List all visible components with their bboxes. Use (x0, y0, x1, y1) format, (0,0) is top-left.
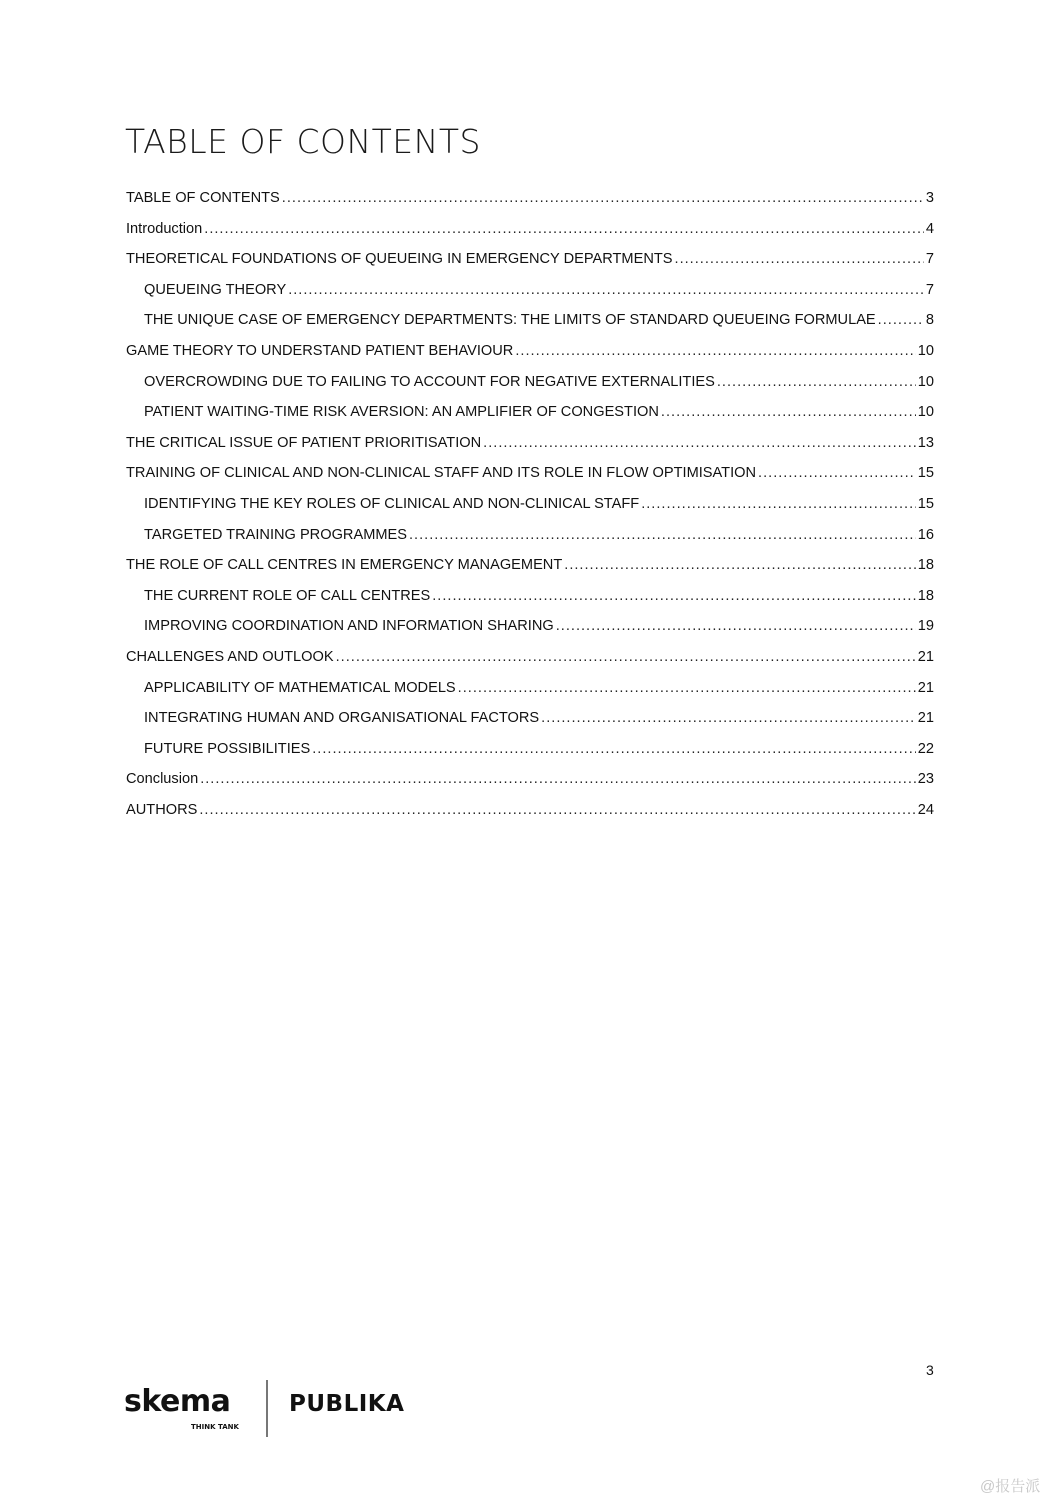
toc-entry-label: FUTURE POSSIBILITIES (144, 740, 311, 757)
toc-entry-label: TRAINING OF CLINICAL AND NON-CLINICAL STAFF AND ITS ROLE IN FLOW OPTIMISATION (126, 465, 757, 482)
toc-entry-page: 18 (917, 557, 934, 574)
toc-entry-page: 3 (925, 190, 934, 206)
toc-entry-page: 19 (917, 618, 934, 635)
toc-entry[interactable] (126, 492, 934, 523)
toc-entry-label: Conclusion (126, 771, 199, 788)
toc-entry-label: OVERCROWDING DUE TO FAILING TO ACCOUNT FOR NEGATIVE EXTERNALITIES (144, 373, 715, 390)
toc-entry-label: THE UNIQUE CASE OF EMERGENCY DEPARTMENTS: THE LIMITS OF STANDARD QUEUEING FORMULAE (144, 312, 876, 329)
toc-leader-dots (515, 339, 915, 363)
toc-entry-page: 8 (925, 312, 934, 329)
toc-entry[interactable] (126, 431, 934, 462)
toc-leader-dots (282, 186, 924, 210)
toc-entry[interactable] (126, 798, 934, 829)
toc-leader-dots (336, 645, 916, 669)
toc-leader-dots (556, 614, 916, 638)
toc-entry-page: 7 (925, 281, 934, 298)
toc-entry[interactable] (126, 186, 934, 217)
toc-entry-page: 4 (925, 220, 934, 237)
toc-entry-page: 18 (917, 587, 934, 604)
toc-leader-dots (312, 737, 916, 761)
toc-leader-dots (204, 217, 924, 241)
logo-divider (266, 1380, 268, 1437)
toc-entry-page: 21 (917, 648, 934, 665)
toc-entry[interactable] (126, 370, 934, 401)
toc-entry-label: THE CRITICAL ISSUE OF PATIENT PRIORITISATION (126, 434, 482, 451)
toc-leader-dots (541, 706, 916, 730)
toc-leader-dots (717, 370, 916, 394)
toc-entry[interactable] (126, 400, 934, 431)
footer-logos (124, 1378, 414, 1440)
toc-entry-label: AUTHORS (126, 801, 198, 818)
toc-entry[interactable] (126, 584, 934, 615)
toc-entry-label: IMPROVING COORDINATION AND INFORMATION SHARING (144, 618, 554, 635)
skema-logo: skema (124, 1384, 231, 1419)
publika-logo: PUBLIKA (289, 1391, 405, 1417)
toc-leader-dots (641, 492, 916, 516)
toc-entry-page: 23 (917, 771, 934, 788)
toc-leader-dots (199, 798, 915, 822)
toc-entry-label: IDENTIFYING THE KEY ROLES OF CLINICAL AND NON-CLINICAL STAFF (144, 495, 640, 512)
toc-entry[interactable] (126, 553, 934, 584)
toc-entry-label: PATIENT WAITING-TIME RISK AVERSION: AN AMPLIFIER OF CONGESTION (144, 404, 659, 421)
toc-entry-page: 10 (917, 373, 934, 390)
toc-leader-dots (483, 431, 916, 455)
toc-entry-label: CHALLENGES AND OUTLOOK (126, 648, 334, 665)
toc-entry-label: QUEUEING THEORY (144, 281, 287, 298)
toc-entry-page: 24 (917, 801, 934, 818)
page-number: 3 (926, 1362, 934, 1378)
toc-entry[interactable] (126, 676, 934, 707)
toc-leader-dots (564, 553, 916, 577)
toc-entry-page: 16 (917, 526, 934, 543)
toc-leader-dots (409, 523, 916, 547)
toc-entry[interactable] (126, 737, 934, 768)
toc-entry-label: INTEGRATING HUMAN AND ORGANISATIONAL FACTORS (144, 710, 540, 727)
toc-entry-label: TABLE OF CONTENTS (126, 190, 280, 206)
toc-entry[interactable] (126, 614, 934, 645)
toc-leader-dots (288, 278, 924, 302)
toc-leader-dots (458, 676, 916, 700)
toc-entry-page: 22 (917, 740, 934, 757)
toc-entry-page: 13 (917, 434, 934, 451)
watermark: @报告派 (980, 1478, 1041, 1495)
toc-leader-dots (675, 247, 924, 271)
toc-entry-page: 7 (925, 251, 934, 268)
toc-entry[interactable] (126, 645, 934, 676)
toc-entry-label: THE ROLE OF CALL CENTRES IN EMERGENCY MANAGEMENT (126, 557, 563, 574)
toc-entry-page: 15 (917, 495, 934, 512)
toc-entry-label: GAME THEORY TO UNDERSTAND PATIENT BEHAVIOUR (126, 342, 514, 359)
page-title: TABLE OF CONTENTS (125, 122, 481, 161)
toc-entry-page: 10 (917, 404, 934, 421)
toc-entry-page: 21 (917, 710, 934, 727)
toc-leader-dots (878, 308, 924, 332)
toc-entry[interactable] (126, 706, 934, 737)
toc-leader-dots (200, 767, 916, 791)
toc-entry[interactable] (126, 461, 934, 492)
toc-entry-label: THEORETICAL FOUNDATIONS OF QUEUEING IN EMERGENCY DEPARTMENTS (126, 251, 673, 268)
toc-entry[interactable] (126, 247, 934, 278)
toc-leader-dots (432, 584, 916, 608)
toc-leader-dots (758, 461, 916, 485)
toc-entry[interactable] (126, 217, 934, 248)
toc-entry-page: 21 (917, 679, 934, 696)
toc-entry-label: THE CURRENT ROLE OF CALL CENTRES (144, 587, 431, 604)
toc-entry[interactable] (126, 523, 934, 554)
toc-entry-label: Introduction (126, 220, 203, 237)
toc-entry[interactable] (126, 339, 934, 370)
toc-entry[interactable] (126, 767, 934, 798)
toc-leader-dots (661, 400, 916, 424)
table-of-contents (126, 186, 934, 828)
toc-entry-label: TARGETED TRAINING PROGRAMMES (144, 526, 407, 543)
skema-logo-tagline: THINK TANK (191, 1423, 239, 1431)
toc-entry-page: 10 (917, 342, 934, 359)
toc-entry[interactable] (126, 278, 934, 309)
toc-entry-label: APPLICABILITY OF MATHEMATICAL MODELS (144, 679, 456, 696)
toc-entry-page: 15 (917, 465, 934, 482)
toc-entry[interactable] (126, 308, 934, 339)
